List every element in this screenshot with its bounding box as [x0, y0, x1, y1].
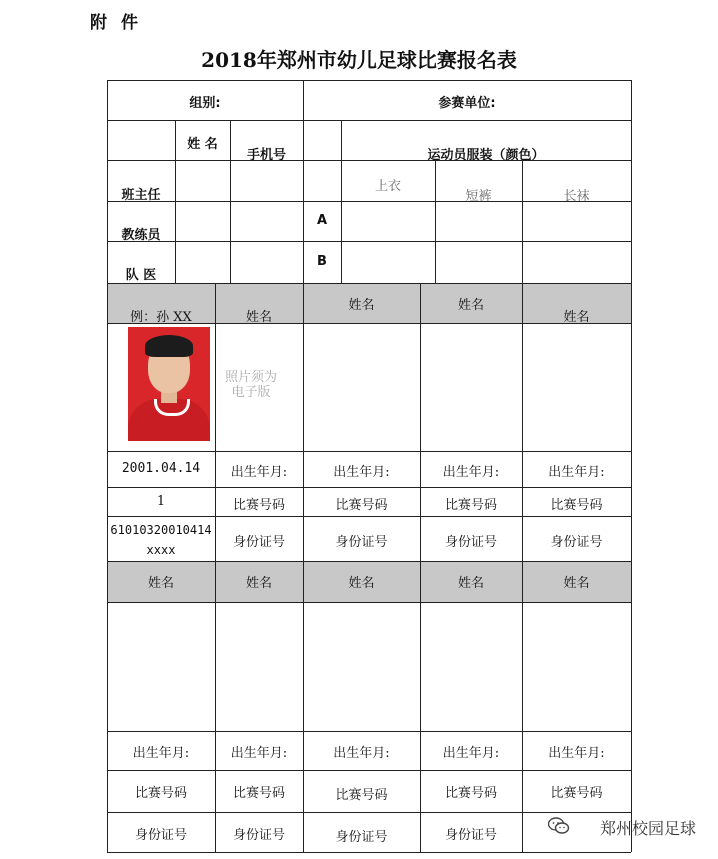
- number-label: 比赛号码: [444, 498, 497, 513]
- number-label: 比赛号码: [232, 498, 285, 513]
- birth-label: 出生年月:: [230, 746, 288, 761]
- coach-label: 教练员: [121, 228, 161, 243]
- player-name-header: 姓名: [348, 298, 375, 313]
- shorts-label: 短裤: [465, 189, 492, 204]
- phone-column-label: 手机号: [246, 148, 286, 163]
- id-label: 身份证号: [444, 828, 497, 843]
- annex-label: 附件: [90, 13, 152, 33]
- socks-label: 长袜: [563, 189, 590, 204]
- player-name-header: 姓名: [245, 576, 272, 591]
- birth-label: 出生年月:: [333, 465, 390, 480]
- number-label: 比赛号码: [550, 786, 603, 801]
- wechat-icon: [548, 817, 570, 835]
- id-label: 身份证号: [335, 535, 388, 550]
- shirt-label: 上衣: [374, 179, 401, 194]
- group-label: 组别:: [189, 96, 221, 111]
- birth-label: 出生年月:: [548, 465, 605, 480]
- form-title: 2018年郑州市幼儿足球比赛报名表: [201, 48, 517, 72]
- player-name-header: 姓名: [563, 576, 590, 591]
- team-doctor-label: 队 医: [125, 268, 157, 283]
- kit-a-label: A: [316, 213, 328, 228]
- player-name-header: 姓名: [245, 310, 272, 325]
- id-label: 身份证号: [335, 830, 388, 845]
- head-teacher-label: 班主任: [121, 188, 161, 203]
- number-label: 比赛号码: [335, 498, 388, 513]
- example-player-photo: [128, 327, 210, 441]
- example-id-value: 61010320010414xxxx: [110, 523, 212, 557]
- birth-label: 出生年月:: [548, 746, 605, 761]
- number-label: 比赛号码: [550, 498, 603, 513]
- id-label: 身份证号: [232, 535, 285, 550]
- id-label: 身份证号: [134, 828, 187, 843]
- birth-label: 出生年月:: [442, 746, 500, 761]
- birth-label: 出生年月:: [333, 746, 390, 761]
- unit-label: 参赛单位:: [438, 96, 496, 111]
- photo-note: 照片须为电子版: [224, 370, 277, 400]
- example-player-header: 例：孙 XX: [130, 310, 192, 325]
- name-column-label: 姓 名: [187, 137, 218, 152]
- player-name-header: 姓名: [457, 576, 484, 591]
- player-name-header: 姓名: [563, 310, 590, 325]
- number-label: 比赛号码: [232, 786, 285, 801]
- birth-label: 出生年月:: [230, 465, 288, 480]
- number-label: 比赛号码: [444, 786, 497, 801]
- uniform-label: 运动员服装（颜色）: [427, 148, 545, 163]
- example-number-value: 1: [156, 494, 166, 509]
- number-label: 比赛号码: [335, 788, 388, 803]
- player-name-header: 姓名: [457, 298, 484, 313]
- id-label: 身份证号: [550, 535, 603, 550]
- watermark-text: 郑州校园足球: [599, 819, 696, 838]
- birth-label: 出生年月:: [442, 465, 500, 480]
- birth-label: 出生年月:: [132, 746, 190, 761]
- number-label: 比赛号码: [134, 786, 187, 801]
- kit-b-label: B: [317, 254, 327, 269]
- id-label: 身份证号: [444, 535, 497, 550]
- player-name-header: 姓名: [348, 576, 375, 591]
- id-label: 身份证号: [232, 828, 285, 843]
- example-birth-value: 2001.04.14: [121, 461, 201, 476]
- player-name-header: 姓名: [147, 576, 174, 591]
